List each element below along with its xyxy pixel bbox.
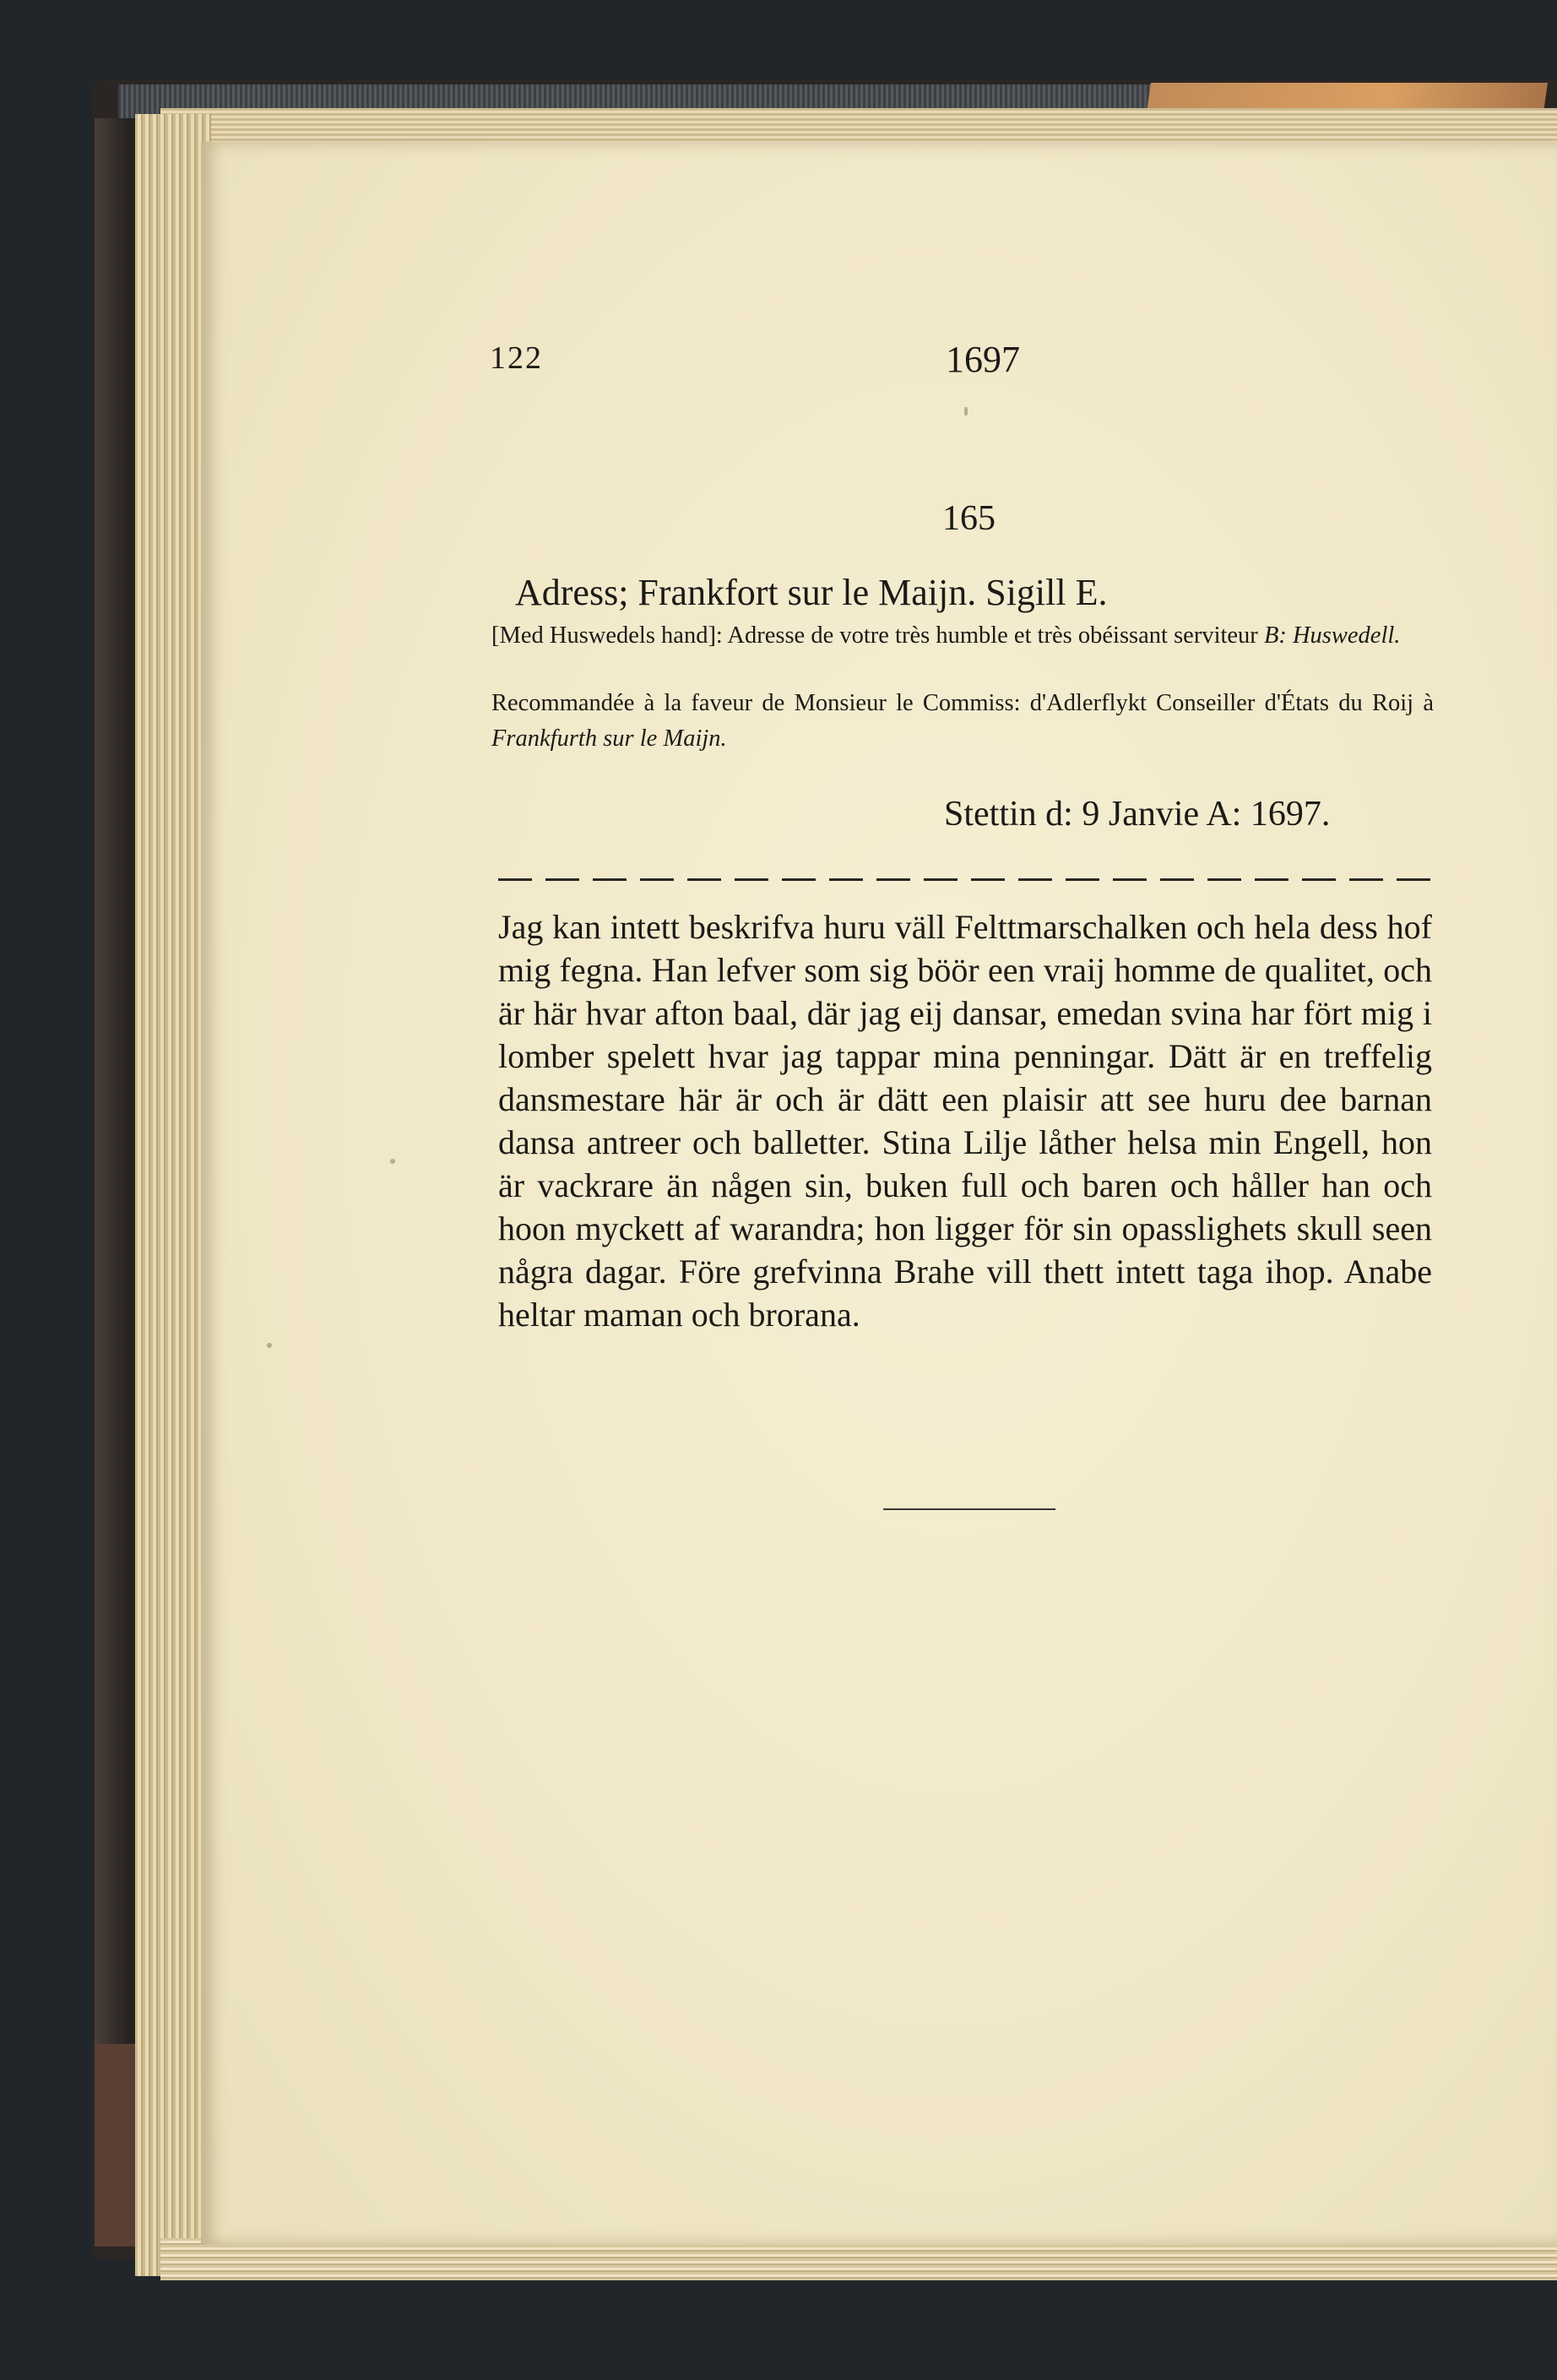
end-rule bbox=[883, 1508, 1055, 1510]
note-recommandee-text: Recommandée à la faveur de Monsieur le Commiss: d'Adlerflykt Conseiller d'États du Roij à bbox=[491, 690, 1434, 716]
page-number: 122 bbox=[490, 340, 543, 376]
letter-number: 165 bbox=[942, 499, 996, 538]
note-recommandee-place: Frankfurth sur le Maijn. bbox=[491, 725, 727, 752]
page-side-edges bbox=[135, 114, 211, 2276]
paper-speck bbox=[390, 1159, 395, 1164]
dateline: Stettin d: 9 Janvie A: 1697. bbox=[944, 795, 1331, 834]
paper-speck bbox=[964, 407, 968, 416]
note-huswedel-text: [Med Huswedels hand]: Adresse de votre très humble et très obéissant serviteur bbox=[491, 622, 1264, 649]
dashed-separator bbox=[498, 878, 1430, 881]
paper-speck bbox=[267, 1343, 272, 1348]
note-recommandee bbox=[491, 686, 1434, 757]
address-line: Adress; Frankfort sur le Maijn. Sigill E. bbox=[515, 572, 1108, 613]
note-huswedel bbox=[491, 618, 1434, 654]
letter-body: Jag kan intett beskrifva huru väll Felttmarschalken och hela dess hof mig fegna. Han lefver som sig böör een vraij homme de qualitet, och är här hvar afton baal, där jag eij dansar, emedan svina har fört mig i lomber spelett hvar jag tappar mina penningar. Dätt är en treffelig dansmestare här är och är dätt een plaisir att see huru dee barnan dansa antreer och balletter. Stina Lilje låther helsa min Engell, hon är vackrare än någen sin, buken full och baren och håller han och hoon myckett af warandra; hon ligger för sin opasslighets skull seen några dagar. Före grefvinna Brahe vill thett intett taga ihop. Anabe heltar maman och brorana. bbox=[498, 908, 1432, 1334]
running-header-year: 1697 bbox=[946, 339, 1020, 380]
note-huswedel-signature: B: Huswedell. bbox=[1263, 622, 1401, 649]
